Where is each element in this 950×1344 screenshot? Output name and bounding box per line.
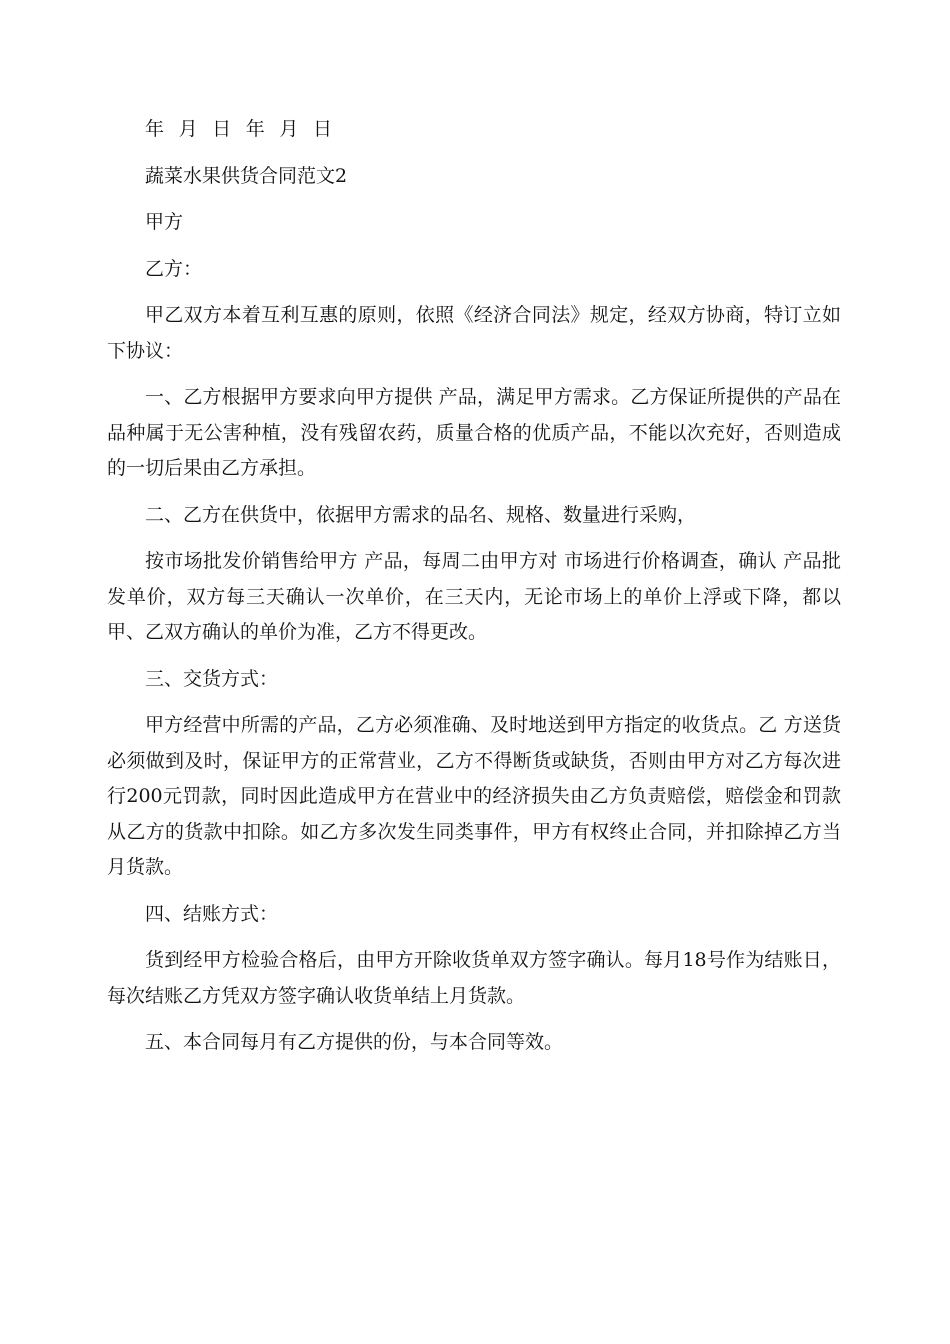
party-a-line: 甲方 (145, 211, 184, 233)
clause-3-heading: 三、交货方式： (145, 667, 279, 690)
clause-4-heading: 四、结账方式： (145, 902, 279, 925)
clause-5-paragraph: 五、本合同每月有乙方提供的份，与本合同等效。 (145, 1031, 564, 1053)
party-b-line: 乙方： (145, 257, 203, 280)
date-line: 年 月 日 年 月 日 (145, 118, 333, 140)
clause-4-paragraph: 货到经甲方检验合格后，由甲方开除收货单双方签字确认。每月18号作为结账日，每次结账乙方凭双方签字确认收货单结上月货款。 (107, 949, 841, 1007)
clause-3-paragraph: 甲方经营中所需的产品，乙方必须准确、及时地送到甲方指定的收货点。乙 方送货必须做到及时，保证甲方的正常营业，乙方不得断货或缺货，否则由甲方对乙方每次进行200元罚款，同时因此造成甲方在营业中的经济损失由乙方负责赔偿，赔偿金和罚款从乙方的货款中扣除。如乙方多次发生同类事件，甲方有权终止合同，并扣除掉乙方当月货款。 (107, 714, 841, 878)
clause-2-paragraph: 二、乙方在供货中，依据甲方需求的品名、规格、数量进行采购， (145, 503, 697, 526)
intro-paragraph: 甲乙双方本着互利互惠的原则，依照《经济合同法》规定，经双方协商，特订立如下协议： (107, 304, 841, 362)
document-title: 蔬菜水果供货合同范文2 (145, 164, 348, 187)
clause-2-detail-paragraph: 按市场批发价销售给甲方 产品，每周二由甲方对 市场进行价格调查，确认 产品批发单价，双方每三天确认一次单价，在三天内，无论市场上的单价上浮或下降，都以甲、乙双方确认的单价为准，乙方不得更改。 (107, 550, 841, 643)
document-body (107, 112, 841, 1072)
clause-1-paragraph: 一、乙方根据甲方要求向甲方提供 产品，满足甲方需求。乙方保证所提供的产品在品种属于无公害种植，没有残留农药，质量合格的优质产品，不能以次充好，否则造成的一切后果由乙方承担。 (107, 386, 841, 479)
